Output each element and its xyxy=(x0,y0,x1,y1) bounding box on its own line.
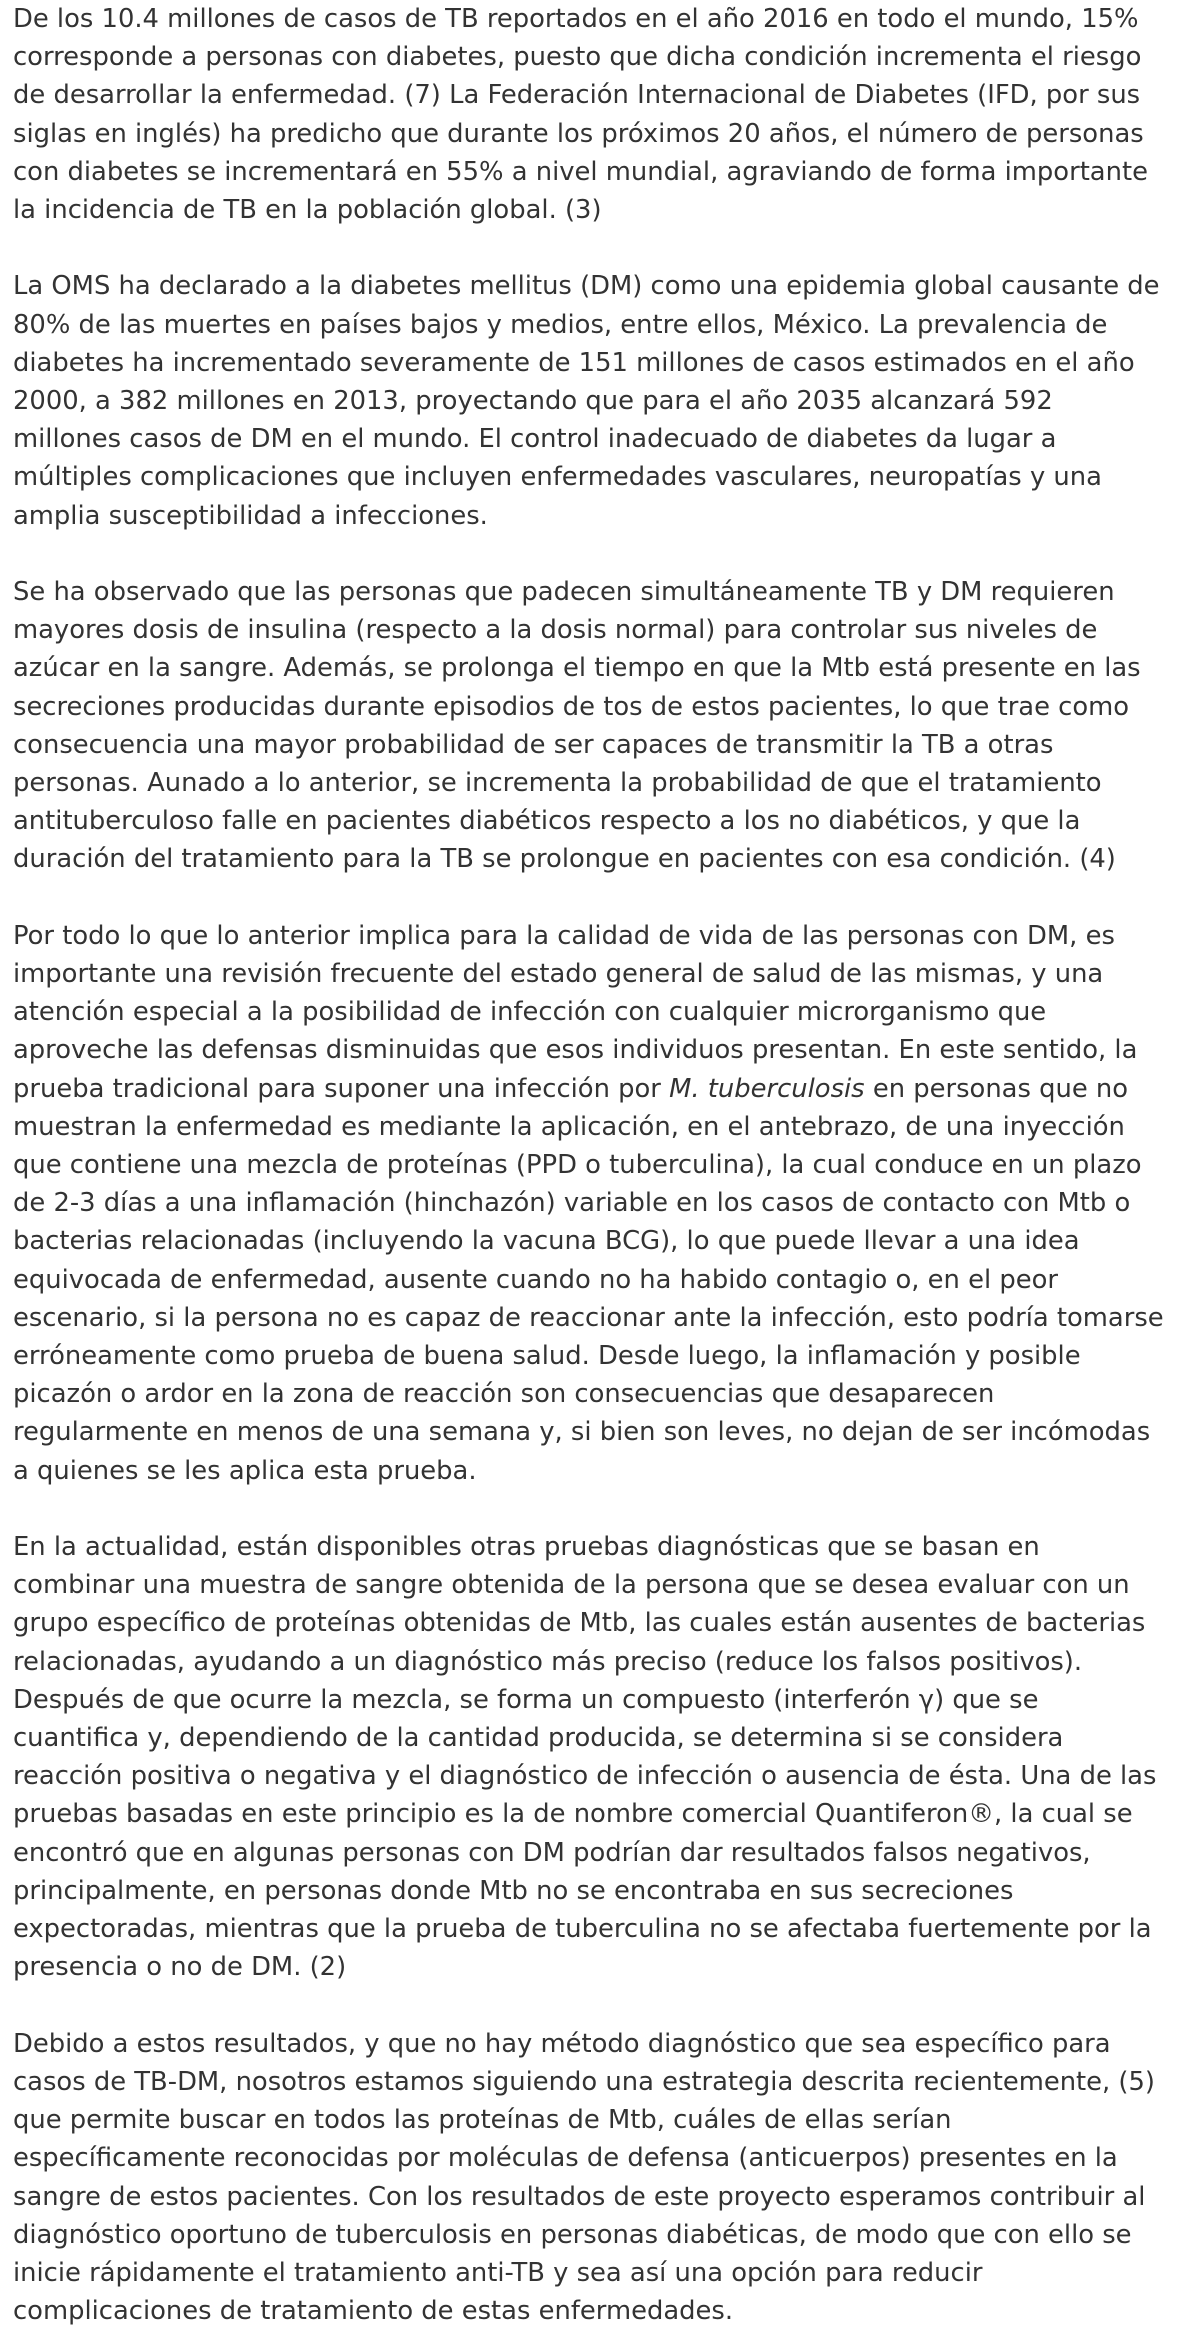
paragraph-quantiferon-tests: En la actualidad, están disponibles otras pruebas diagnósticas que se basan en combinar una muestra de sangre obtenida de la persona que se desea evaluar con un grupo específico de proteínas obtenidas de Mtb, las cuales están ausentes de bacterias relacionadas, ayudando a un diagnóstico más preciso (reduce los falsos positivos). Después de que ocurre la mezcla, se forma un compuesto (interferón γ) que se cuantifica y, dependiendo de la cantidad producida, se determina si se considera reacción positiva o negativa y el diagnóstico de infección o ausencia de ésta. Una de las pruebas basadas en este principio es la de nombre comercial Quantiferon®, la cual se encontró que en algunas personas con DM podrían dar resultados falsos negativos, principalmente, en personas donde Mtb no se encontraba en sus secreciones expectoradas, mientras que la prueba de tuberculina no se afectaba fuertemente por la presencia o no de DM. (2) xyxy=(13,1532,1157,1983)
paragraph-tb-dm-effects: Se ha observado que las personas que padecen simultáneamente TB y DM requieren mayores dosis de insulina (respecto a la dosis normal) para controlar sus niveles de azúcar en la sangre. Además, se prolonga el tiempo en que la Mtb está presente en las secreciones producidas durante episodios de tos de estos pacientes, lo que trae como consecuencia una mayor probabilidad de ser capaces de transmitir la TB a otras personas. Aunado a lo anterior, se incrementa la probabilidad de que el tratamiento antituberculoso falle en pacientes diabéticos respecto a los no diabéticos, y que la duración del tratamiento para la TB se prolongue en pacientes con esa condición. (4) xyxy=(13,577,1141,875)
paragraph-text-segment: Por todo lo que lo anterior implica para la calidad de vida de las personas con DM, es importante una revisión frecuente del estado general de salud de las mismas, y una atención especial a la posibilidad de infección con cualquier microrganismo que aproveche las defensas disminuidas que esos individuos presentan. En este sentido, la prueba tradicional para suponer una infección por xyxy=(13,920,1138,1104)
paragraph-tb-diabetes-cases: De los 10.4 millones de casos de TB reportados en el año 2016 en todo el mundo, 15% corresponde a personas con diabetes, puesto que dicha condición incrementa el riesgo de desarrollar la enfermedad. (7) La Federación Internacional de Diabetes (IFD, por sus siglas en inglés) ha predicho que durante los próximos 20 años, el número de personas con diabetes se incrementará en 55% a nivel mundial, agraviando de forma importante la incidencia de TB en la población global. (3) xyxy=(13,4,1148,226)
paragraph-research-strategy: Debido a estos resultados, y que no hay método diagnóstico que sea específico para casos de TB-DM, nosotros estamos siguiendo una estrategia descrita recientemente, (5) que permite buscar en todos las proteínas de Mtb, cuáles de ellas serían específicamente reconocidas por moléculas de defensa (anticuerpos) presentes en la sangre de estos pacientes. Con los resultados de este proyecto esperamos contribuir al diagnóstico oportuno de tuberculosis en personas diabéticas, de modo que con ello se inicie rápidamente el tratamiento anti-TB y sea así una opción para reducir complicaciones de tratamiento de estas enfermedades. xyxy=(13,2028,1155,2327)
species-name-italic: M. tuberculosis xyxy=(669,1073,865,1104)
paragraph-tuberculin-test xyxy=(13,917,1168,1490)
paragraph-text-segment: en personas que no muestran la enfermedad es mediante la aplicación, en el antebrazo, de una inyección que contiene una mezcla de proteínas (PPD o tuberculina), la cual conduce en un plazo de 2-3 días a una inflamación (hinchazón) variable en los casos de contacto con Mtb o bacterias relacionadas (incluyendo la vacuna BCG), lo que puede llevar a una idea equivocada de enfermedad, ausente cuando no ha habido contagio o, en el peor escenario, si la persona no es capaz de reaccionar ante la infección, esto podría tomarse erróneamente como prueba de buena salud. Desde luego, la inflamación y posible picazón o ardor en la zona de reacción son consecuencias que desaparecen regularmente en menos de una semana y, si bien son leves, no dejan de ser incómodas a quienes se les aplica esta prueba. xyxy=(13,1073,1164,1486)
paragraph-oms-diabetes-epidemic: La OMS ha declarado a la diabetes mellitus (DM) como una epidemia global causante de 80% de las muertes en países bajos y medios, entre ellos, México. La prevalencia de diabetes ha incrementado severamente de 151 millones de casos estimados en el año 2000, a 382 millones en 2013, proyectando que para el año 2035 alcanzará 592 millones casos de DM en el mundo. El control inadecuado de diabetes da lugar a múltiples complicaciones que incluyen enfermedades vasculares, neuropatías y una amplia susceptibilidad a infecciones. xyxy=(13,271,1160,531)
